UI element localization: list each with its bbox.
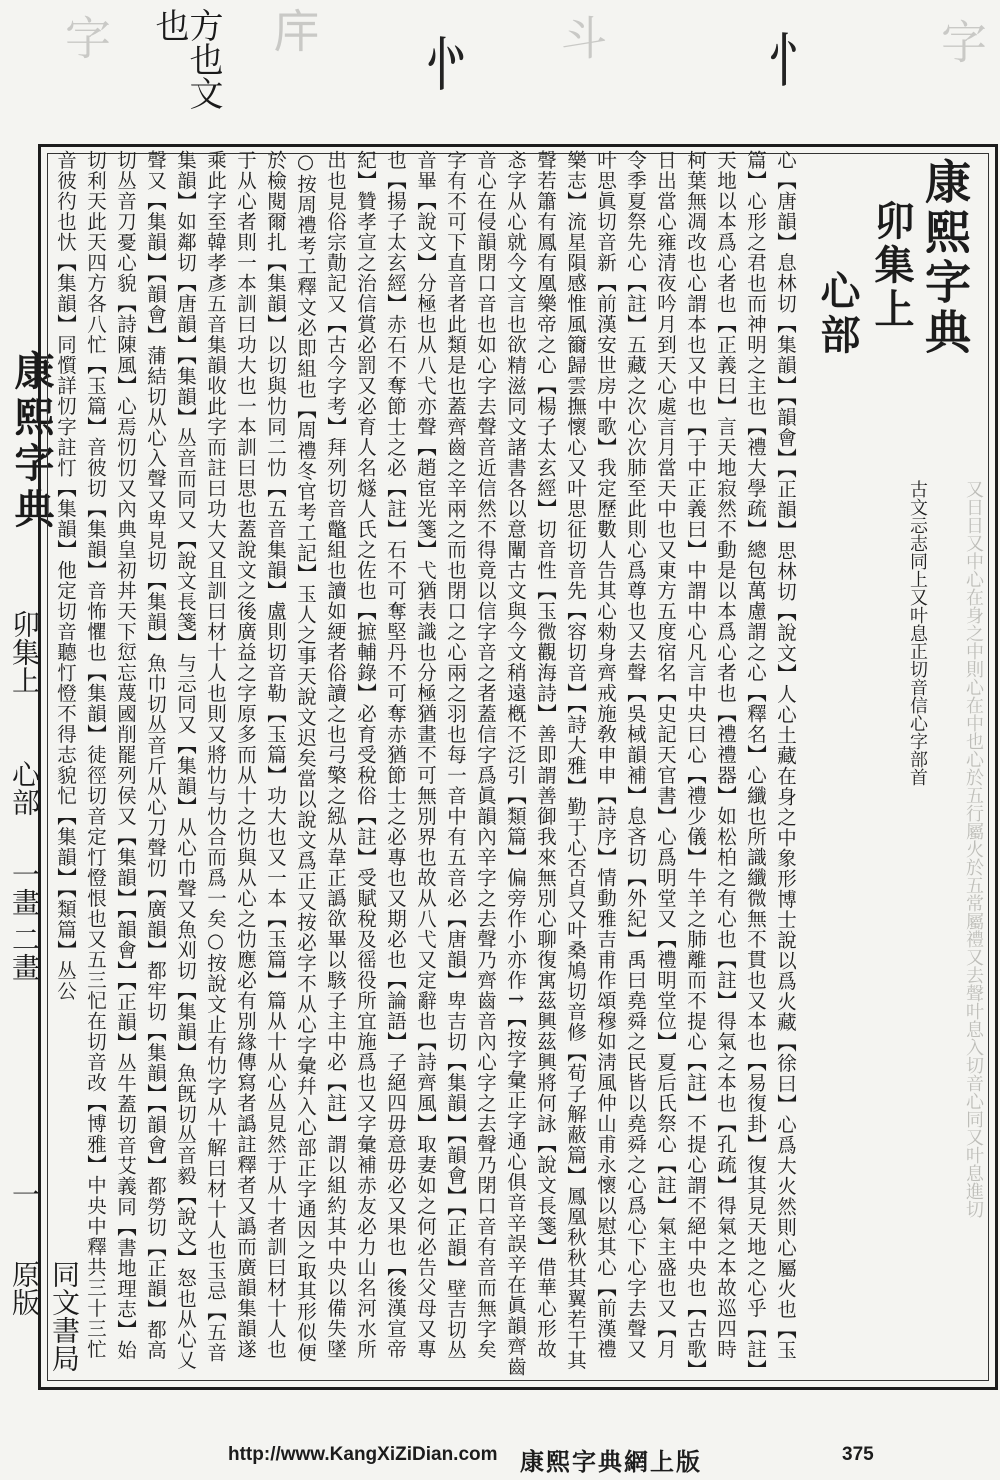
margin-volume: 卯集上 [8,610,41,694]
page-footer [0,1440,1000,1480]
margin-book-name: 康熙字典 [8,350,55,534]
dictionary-body: 心【唐韻】息林切【集韻】【韻會】【正韻】思林切【說文】人心土藏在身之中象形博士說以爲火藏【徐曰】心爲大火然則心屬火也【玉篇】心形之君也而神明之主也【禮大學疏】總包萬慮謂之心【釋名】心纖也所識纖微無不貫也又本也【易復卦】復其見天地之心乎【註】天地以本爲心者也【正義曰】言天地寂然不動是以本爲心者也【禮禮器】如松柏之有心也【註】得氣之本也【孔疏】得氣之本故巡四時柯葉無凋改也心謂本也又中也【于中正義曰】中謂中心凡言中央曰心【禮少儀】牛羊之肺離而不提心【註】不提心謂不絕中央也【古歌】日出當心雍清夜吟月到天心處言月當天中也又東方五度宿名【史記天官書】心爲明堂又【禮明堂位】夏后氏祭心【註】氣主盛也又【月令季夏祭先心【註】五藏之次心次肺至此則心爲尊也又去聲【吳棫韻補】息吝切【外紀】禹曰堯舜之民皆以堯舜之心爲心下心字去聲又叶思眞切音新【前漢安世房中歌】我定歷數人告其心勑身齊戒施敎申申【詩序】情動雅吉甫作頌穆如淸風仲山甫永懷以慰其心【前漢禮樂志】流星隕感惟風籋歸雲撫懷心又叶思征切音先【容切音】【詩大雅】勤于心否貞又叶桑鳩切音修【荀子解蔽篇】鳳凰秋秋其翼若干其聲若簫有鳳有凰樂帝之心【楊子太玄經】切音性【玉微觀海詩】善即謂善御我來無別心聊復寓茲興茲興將何詠【說文長箋】借華心形故忞字从心就今文言也欲精滋同文諸書各以意闡古文與今文稍遠槪不泛引【類篇】偏旁作小亦作↑【按字彙正字通心俱音辛誤辛在眞韻齊齒音心在侵韻閉口音也如心字去聲音近信然不得竟以信字音之者蓋信字爲眞韻內辛字之去聲乃齊齒音內心字之去聲乃閉口音有音而無字矣字有不可下直音者此類是也蓋齊齒之辛兩之而也閉口之心兩之羽也每一音中有五音必【唐韻】卑吉切【集韻】【韻會】【正韻】壁吉切丛音畢【說文】分極也从八弋亦聲【趙宦光箋】弋猶表識也分極猶畫不可無別界也故从八弋又定辭也【詩齊風】取妻如之何必告父母又專也【揚子太玄經】赤石不奪節士之必【註】石不可奪堅丹不可奪赤猶節士之必專也又期必也【論語】子絕四毋意毋必又果也【後漢宣帝紀】贊孝宣之治信賞必罰又必育人名燧人氏之佐也【摭輔錄】必育受稅俗【註】受賦稅及徭役所宜施爲也又字彙補赤友必力山名河水所出也見俗宗勣記又【古今字考】拜列切音鼈組也讀如綆者俗讀之也弓檠之紭从韋正譌欲畢以駭子主中必【註】謂以組約其中央以備失墜○按周禮考工釋文必即組也【周禮冬官考工記】玉人之事天說文迟矣當以說文爲正又按必字不从心字彙幷入心部正字通因之取其形似便於檢閱爾扎【集韻】以切與忇同二忇【五音集韻】盧則切音勒【玉篇】功大也又一本【玉篇】篇从十从心丛見然于从十者訓曰材十人也于从心者則一本訓曰功大也一本訓曰思也蓋說文之後廣益之字原多而从十之忇與从心之忇應必有別緣傳寫者譌註釋者又譌而廣韻集韻遂乘此字至韓孝彥五音集韻收此字而註曰功大又且訓曰材十人也則又將忇与忇合而爲一矣○按說文止有忇字从十解曰材十人也玉忌【五音集韻】如鄰切【唐韻】【集韻】丛音而同又【說文長箋】与忈同又【集韻】从心巾聲又魚刈切【集韻】魚旣切丛音毅【說文】怒也从心乂聲又【集韻】【韻會】蒲結切从心入聲又卑見切【集韻】魚巾切丛音斤从心刀聲忉【廣韻】都牢切【集韻】【韻會】都勞切【正韻】都高切丛音刀憂心貌【詩陳風】心焉忉忉又內典皇初丼天下愆忘蔑國削罷列侯又【集韻】【韻會】【正韻】丛牛蓋切音艾義同【書地理志】始切利天此天四方各八忙【玉篇】音彼切【集韻】音怖懼也【集韻】徒徑切音定忊憕恨也又五三忋在切音改【博雅】中央中釋共三十三忙音彼彴也忕【集韻】同懫詳忉字註忊【集韻】他定切音聽忊憕不得志貌忋【集韻】【類篇】丛公 [54,150,797,1377]
margin-page-mark: 一 [8,1180,41,1208]
margin-section: 心部 [8,760,41,816]
footer-url-link[interactable]: http://www.KangXiZiDian.com [228,1444,498,1465]
ghost-seal-1: 字 [58,14,112,64]
volume-title: 卯集上 [868,200,915,332]
title-block [800,150,990,480]
seal-glyph-right: 忄 [768,27,827,95]
book-title: 康熙字典 [918,158,972,358]
left-margin-caption [0,140,81,1390]
seal-header [0,0,1000,140]
ghost-seal-4: 字 [934,18,988,68]
page-number: 375 [842,1444,874,1465]
bleed-through-column: 又日日又中心在身之中則心在中也心於五行屬火於五常屬禮又去聲叶息入切音心同又叶息進切 [963,480,984,1218]
margin-publisher: 同文書局原版 [8,1260,81,1372]
ghost-seal-2: 𢇛 [268,10,322,60]
ghost-seal-3: 斗 [554,14,608,64]
seal-vertical-caption: 方也文也 [149,8,223,110]
radical-section: 心部 [814,270,861,358]
margin-strokes: 一畫 二畫 [8,860,41,981]
seal-glyph-left: 㣺 [418,31,477,99]
footer-site-name: 康熙字典網上版 [520,1447,702,1476]
right-text-column: 古文忈志同上又叶息正切音信心字部首 [907,480,928,786]
